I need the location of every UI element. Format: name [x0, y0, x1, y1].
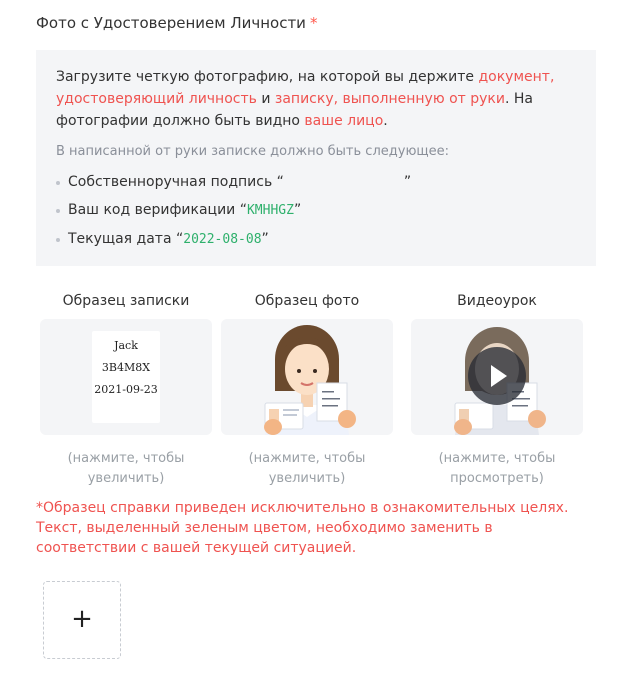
person-holding-id-illustration — [221, 319, 393, 435]
list-item-signature — [56, 168, 576, 196]
note-line-date: 2021-09-23 — [94, 383, 158, 396]
section-title — [36, 14, 317, 32]
sample-photo-label: Образец фото — [254, 293, 360, 309]
sample-note-thumbnail[interactable] — [40, 319, 212, 435]
current-date-value: 2022-08-08 — [183, 232, 262, 247]
list-item-verification-code — [56, 196, 576, 225]
note-requirements-intro: В написанной от руки записке должно быть следующее: — [56, 144, 450, 159]
sample-photo-column — [221, 290, 393, 489]
note-line-code: 3B4M8X — [101, 361, 151, 374]
sample-disclaimer: *Образец справки приведен исключительно в ознакомительных целях. Текст, выделенный зеленым цветом, необходимо заменить в соответствии с вашей текущей ситуацией. — [36, 500, 569, 556]
upload-photo-button[interactable] — [43, 581, 121, 659]
sample-video-label: Видеоурок — [457, 293, 537, 309]
signature-quote-close: ” — [403, 174, 412, 190]
verification-code-label: Ваш код верификации “ — [68, 202, 247, 218]
sample-photo-thumbnail[interactable] — [221, 319, 393, 435]
instr-highlight-document: документ, удостоверяющий личность — [56, 69, 555, 107]
instr-text-2: и — [256, 91, 275, 107]
instr-text-1: Загрузите четкую фотографию, на которой вы держите — [56, 69, 479, 85]
signature-label: Собственноручная подпись “ — [68, 174, 284, 190]
handwritten-note-image — [92, 331, 160, 423]
note-requirements-list — [56, 168, 576, 254]
instr-text-4: . — [383, 113, 388, 129]
sample-video-hint: (нажмите, чтобы просмотреть) — [438, 451, 556, 486]
sample-note-label: Образец записки — [62, 293, 190, 309]
required-mark: * — [309, 14, 318, 32]
sample-note-column — [40, 290, 212, 489]
verification-code-value: KMHHGZ — [246, 203, 294, 218]
play-icon[interactable] — [468, 347, 526, 405]
verification-code-quote-close: ” — [293, 202, 302, 218]
section-title-text: Фото с Удостоверением Личности — [36, 14, 306, 32]
list-item-current-date — [56, 225, 576, 254]
sample-video-thumbnail[interactable] — [411, 319, 583, 435]
note-line-name: Jack — [114, 339, 138, 352]
instructions-paragraph — [56, 66, 576, 132]
instr-text-3: . На фотографии должно быть видно — [56, 91, 533, 129]
current-date-quote-close: ” — [261, 231, 269, 247]
instr-highlight-face: ваше лицо — [304, 113, 384, 129]
instructions-panel — [36, 50, 596, 266]
sample-note-hint: (нажмите, чтобы увеличить) — [67, 451, 185, 486]
sample-photo-hint: (нажмите, чтобы увеличить) — [248, 451, 366, 486]
plus-icon: + — [71, 604, 93, 634]
current-date-label: Текущая дата “ — [68, 231, 184, 247]
instr-highlight-note: записку, выполненную от руки — [274, 91, 505, 107]
sample-video-column — [411, 290, 583, 489]
